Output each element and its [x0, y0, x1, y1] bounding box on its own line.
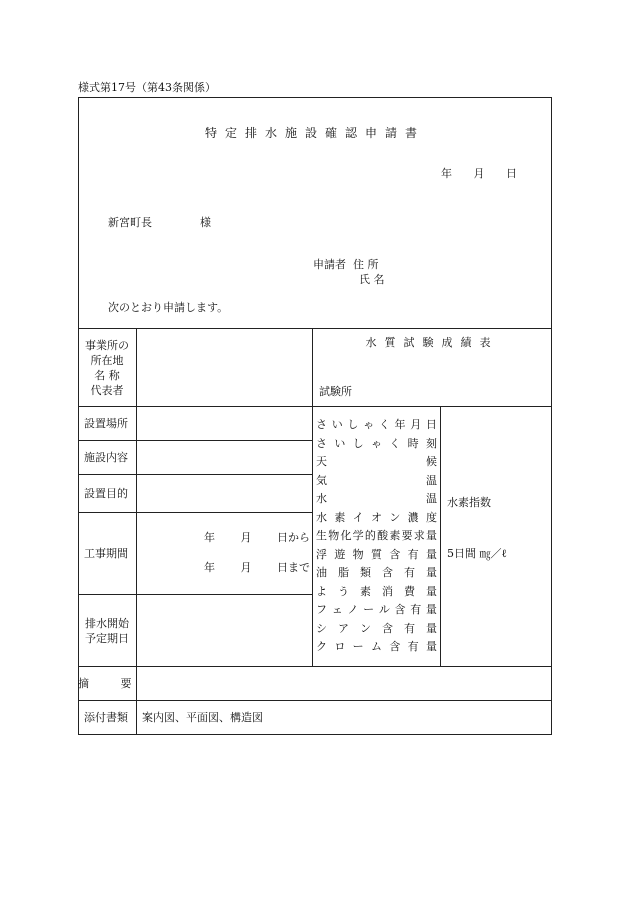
test-item-char: シ — [316, 621, 327, 635]
test-item-char: 量 — [425, 547, 437, 561]
test-item-char: 含 — [382, 621, 393, 635]
test-item-char: 量 — [426, 584, 437, 598]
divider — [78, 512, 312, 513]
test-item-char: 度 — [425, 510, 437, 524]
test-item-char: 月 — [410, 418, 422, 431]
period-to: 年 月 日まで — [204, 561, 310, 574]
test-item-char: 有 — [407, 640, 419, 653]
test-item-char: し — [347, 418, 359, 431]
address-label: 住 所 — [353, 258, 379, 271]
test-item-char: 日 — [425, 418, 437, 431]
test-item-char: う — [338, 584, 349, 598]
test-item-char: 温 — [426, 473, 437, 487]
discharge-line: 排水開始 — [85, 617, 129, 630]
divider — [78, 406, 552, 407]
test-item-char: ー — [363, 603, 375, 616]
test-item-char: 含 — [394, 603, 406, 616]
test-item — [316, 456, 437, 467]
ph-label: 水素指数 — [447, 496, 491, 509]
test-item-char: 温 — [426, 492, 437, 505]
applicant-address — [313, 259, 379, 270]
column-line — [136, 328, 137, 734]
test-item-char: 含 — [389, 640, 401, 653]
test-item-char: フ — [316, 603, 327, 616]
test-item-char: 類 — [360, 566, 371, 579]
test-item-char: ア — [338, 621, 349, 635]
test-item-char: 有 — [404, 566, 415, 579]
divider — [78, 666, 552, 667]
test-item-char: 素 — [334, 510, 346, 524]
test-item-char: 有 — [407, 547, 419, 561]
bod-unit-label: 5日間 ㎎／ℓ — [447, 547, 507, 560]
test-item-char: ム — [370, 640, 382, 653]
test-item — [316, 475, 437, 486]
test-item-char: 酸 — [377, 529, 389, 542]
test-item-char: く — [378, 418, 390, 431]
period-from: 年 月 日から — [204, 531, 310, 544]
test-item-char: 遊 — [334, 547, 346, 561]
test-item-char: い — [334, 436, 346, 450]
period-label: 工事期間 — [84, 547, 128, 560]
test-item-char: ェ — [331, 603, 343, 616]
test-item-char: オ — [370, 510, 382, 524]
test-item-char: 費 — [404, 584, 415, 598]
test-item-char: 的 — [364, 529, 376, 542]
test-item-char: 消 — [382, 584, 393, 598]
date-line: 年 月 日 — [441, 167, 517, 180]
test-item-char: 水 — [316, 510, 327, 524]
test-item-char: 量 — [425, 529, 437, 542]
test-item-char: 時 — [407, 436, 419, 450]
intro-text: 次のとおり申請します。 — [108, 301, 229, 314]
test-item-char: 量 — [426, 566, 437, 579]
divider — [78, 328, 552, 329]
office-line: 名 称 — [94, 369, 120, 382]
test-item-char: 含 — [389, 547, 401, 561]
test-item-char: 物 — [352, 547, 364, 561]
office-line: 所在地 — [90, 354, 124, 367]
applicant-label: 申請者 — [313, 258, 346, 271]
test-item-char: ン — [389, 510, 401, 524]
divider — [78, 440, 312, 441]
test-item-char: 化 — [340, 529, 352, 542]
test-item-char: 求 — [413, 529, 425, 542]
test-item-char: さ — [316, 418, 327, 431]
test-item-char: 量 — [425, 640, 437, 653]
water-quality-title: 水質試験成績表 — [365, 336, 499, 349]
divider — [78, 474, 312, 475]
divider — [78, 700, 552, 701]
test-item — [316, 530, 437, 541]
discharge-line: 予定期日 — [85, 632, 129, 645]
test-item-char: 素 — [389, 529, 401, 542]
test-item-char: 学 — [352, 529, 364, 542]
office-line: 代表者 — [90, 384, 124, 397]
content-label: 施設内容 — [84, 451, 128, 464]
test-item-char: 量 — [426, 621, 437, 635]
test-item — [316, 549, 437, 560]
test-item-char: 素 — [360, 584, 371, 598]
test-item-char: 刻 — [425, 436, 437, 450]
test-item-char: ゃ — [363, 418, 375, 431]
test-item-char: 要 — [401, 529, 413, 542]
test-item-char: 油 — [316, 566, 327, 579]
lab-label: 試験所 — [319, 385, 352, 398]
test-item-char: 気 — [316, 473, 327, 487]
discharge-label — [78, 616, 136, 646]
form-number: 様式第17号（第43条関係） — [78, 81, 216, 94]
location-label: 設置場所 — [84, 417, 128, 430]
test-item-char: 候 — [426, 455, 437, 468]
test-item — [316, 586, 437, 597]
test-item-char: ー — [352, 640, 364, 653]
test-item-char: 有 — [404, 621, 415, 635]
test-item-char: よ — [316, 584, 327, 598]
test-item — [316, 623, 437, 634]
test-item-char: ノ — [347, 603, 359, 616]
test-item-char: さ — [316, 436, 327, 450]
test-item — [316, 419, 437, 430]
test-item-char: 生 — [316, 529, 327, 542]
attachments-label: 添付書類 — [84, 711, 128, 724]
column-line — [440, 406, 441, 666]
test-item-char: い — [331, 418, 343, 431]
test-item — [316, 567, 437, 578]
test-item — [316, 641, 437, 652]
form-frame — [78, 97, 552, 735]
test-item — [316, 493, 437, 504]
test-item-char: 天 — [316, 455, 327, 468]
test-item-char: 浮 — [316, 547, 327, 561]
addressee: 新宮町長 — [108, 216, 152, 229]
test-item-char: 水 — [316, 492, 327, 505]
test-item-char: 含 — [382, 566, 393, 579]
addressee-suffix: 様 — [200, 216, 211, 229]
applicant-name-label: 氏 名 — [359, 273, 385, 286]
test-item-char: ゃ — [370, 436, 382, 450]
attachments-value: 案内図、平面図、構造図 — [142, 711, 263, 724]
office-line: 事業所の — [85, 339, 129, 352]
divider — [78, 594, 312, 595]
test-item-char: 濃 — [407, 510, 419, 524]
office-label — [78, 338, 136, 398]
test-item-char: 年 — [394, 418, 406, 431]
test-item-char: 脂 — [338, 566, 349, 579]
test-item — [316, 604, 437, 615]
form-title: 特定排水施設確認申請書 — [204, 126, 425, 140]
test-item-char: く — [389, 436, 401, 450]
test-item-char: 質 — [370, 547, 382, 561]
test-item-char: ロ — [334, 640, 346, 653]
test-item-char: 有 — [410, 603, 422, 616]
summary-label: 摘 要 — [78, 677, 146, 690]
test-item-char: ル — [378, 603, 390, 616]
test-item-char: 物 — [328, 529, 340, 542]
test-item-char: 量 — [425, 603, 437, 616]
test-item — [316, 438, 437, 449]
column-line — [312, 328, 313, 666]
test-item-char: し — [352, 436, 364, 450]
test-item-char: ン — [360, 621, 371, 635]
test-item — [316, 512, 437, 523]
purpose-label: 設置目的 — [84, 487, 128, 500]
test-item-char: イ — [352, 510, 364, 524]
test-item-char: ク — [316, 640, 327, 653]
